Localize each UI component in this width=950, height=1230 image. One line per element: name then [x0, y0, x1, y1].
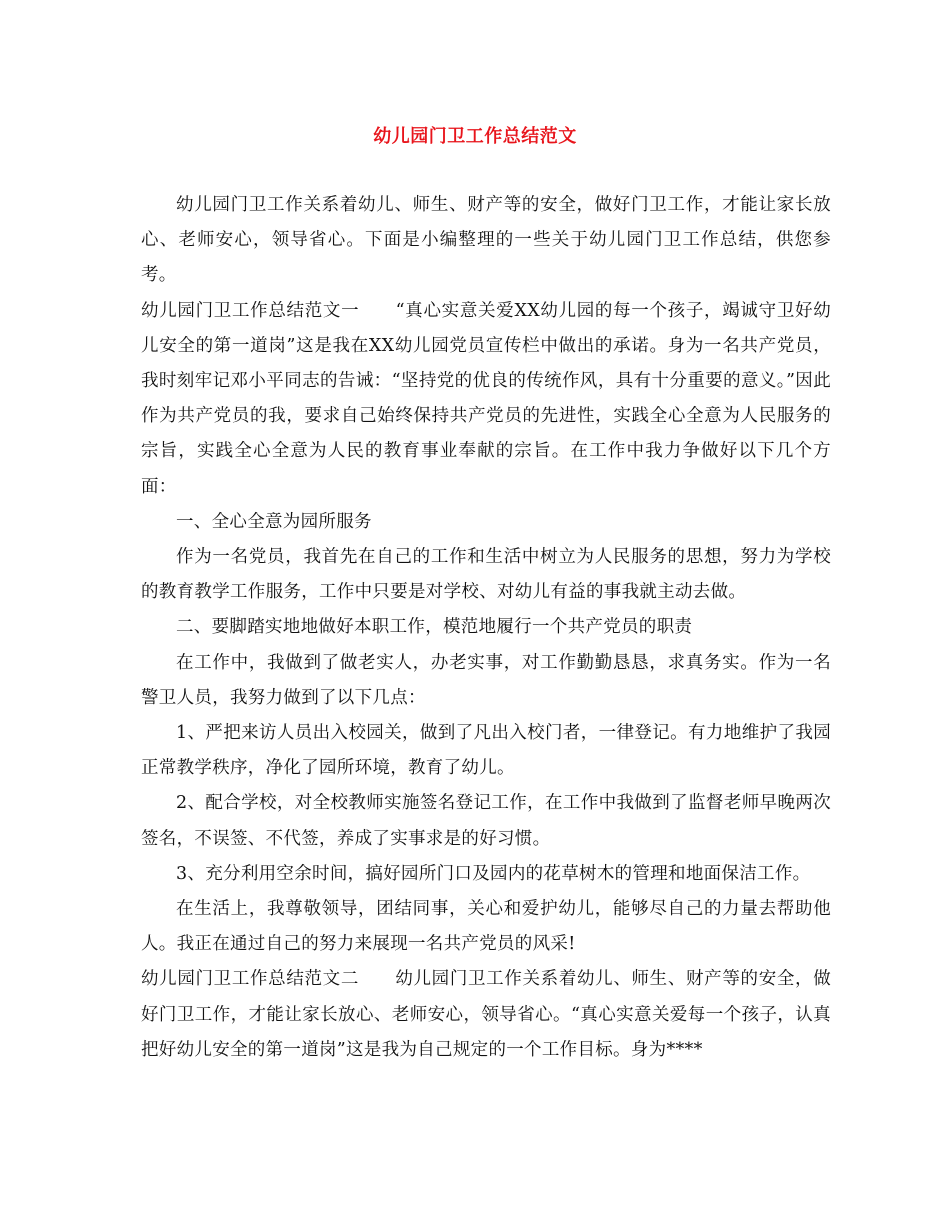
paragraph-intro: 幼儿园门卫工作关系着幼儿、师生、财产等的安全，做好门卫工作，才能让家长放心、老师安心，领导省心。下面是小编整理的一些关于幼儿园门卫工作总结，供您参考。 [141, 195, 831, 286]
paragraph-sample-one-heading: 幼儿园门卫工作总结范文一 “真心实意关爱XX幼儿园的每一个孩子，竭诚守卫好幼儿安全的第一道岗”这是我在XX幼儿园党员宣传栏中做出的承诺。身为一名共产党员，我时刻牢记邓小平同志的告诫：“坚持党的优良的传统作风，具有十分重要的意义。”因此作为共产党员的我，要求自己始终保持共产党员的先进性，实践全心全意为人民服务的宗旨，实践全心全意为人民的教育事业奉献的宗旨。在工作中我力争做好以下几个方面： [141, 300, 831, 497]
paragraph-sample-two: 幼儿园门卫工作总结范文二 幼儿园门卫工作关系着幼儿、师生、财产等的安全，做好门卫工作，才能让家长放心、老师安心，领导省心。“真心实意关爱每一个孩子，认真把好幼儿安全的第一道岗”这是我为自己规定的一个工作目标。身为**** [141, 969, 831, 1060]
list-item-2: 2、配合学校，对全校教师实施签名登记工作，在工作中我做到了监督老师早晚两次签名，不误签、不代签，养成了实事求是的好习惯。 [141, 793, 831, 849]
list-item-1: 1、严把来访人员出入校园关，做到了凡出入校门者，一律登记。有力地维护了我园正常教学秩序，净化了园所环境，教育了幼儿。 [141, 723, 831, 779]
paragraph-section-1: 作为一名党员，我首先在自己的工作和生活中树立为人民服务的思想，努力为学校的教育教学工作服务，工作中只要是对学校、对幼儿有益的事我就主动去做。 [141, 547, 831, 603]
section-heading-1: 一、全心全意为园所服务 [176, 511, 372, 532]
list-item-3: 3、充分利用空余时间，搞好园所门口及园内的花草树木的管理和地面保洁工作。 [176, 863, 811, 884]
document-body [141, 188, 831, 1068]
document-title: 幼儿园门卫工作总结范文 [373, 126, 577, 147]
paragraph-life: 在生活上，我尊敬领导，团结同事，关心和爱护幼儿，能够尽自己的力量去帮助他人。我正在通过自己的努力来展现一名共产党员的风采! [141, 899, 831, 955]
section-heading-2: 二、要脚踏实地地做好本职工作，模范地履行一个共产党员的职责 [176, 617, 693, 638]
paragraph-section-2: 在工作中，我做到了做老实人，办老实事，对工作勤勤恳恳，求真务实。作为一名警卫人员，我努力做到了以下几点： [141, 652, 831, 708]
